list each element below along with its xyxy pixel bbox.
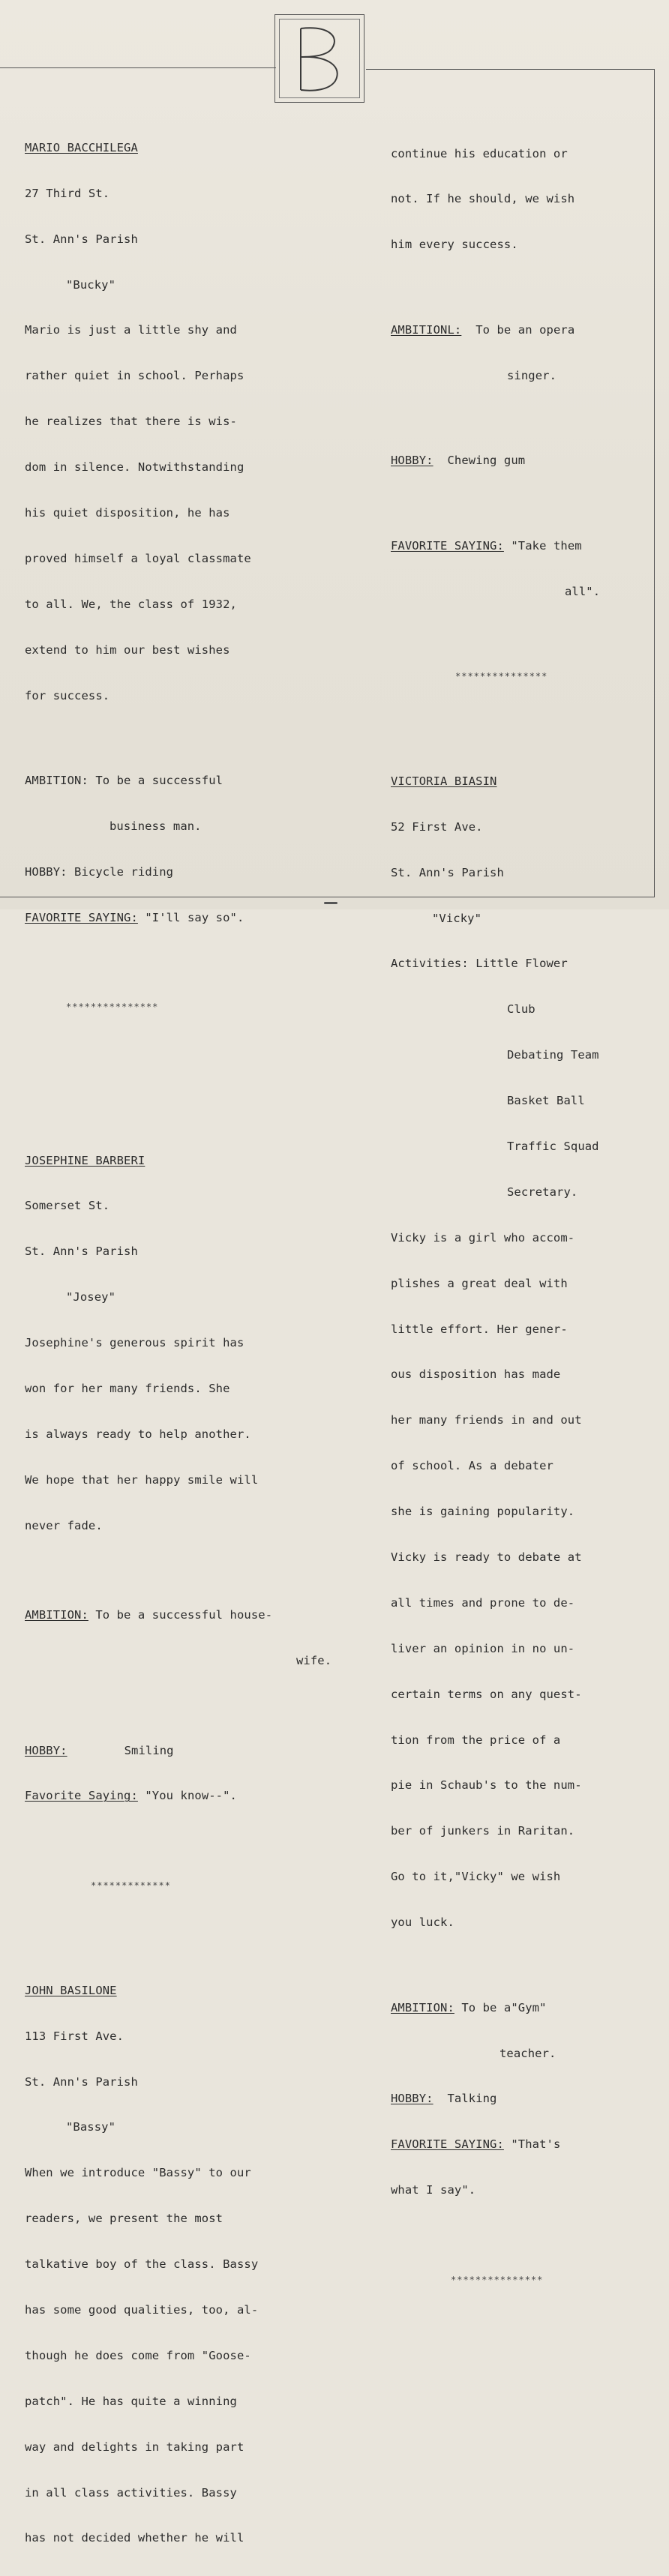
john-bio-line: way and delights in taking part xyxy=(25,2440,244,2454)
mario-bio-line: his quiet disposition, he has xyxy=(25,506,230,520)
josephine-bio-line: is always ready to help another. xyxy=(25,1427,251,1441)
mario-saying-label: FAVORITE SAYING: xyxy=(25,910,138,924)
victoria-activities-label: Activities: xyxy=(391,957,469,971)
josephine-hobby: Smiling xyxy=(124,1743,174,1757)
frame-right-rule xyxy=(654,69,655,897)
josephine-ambition-label: AMBITION: xyxy=(25,1608,88,1622)
josephine-saying: "You know--". xyxy=(145,1789,237,1803)
john-bio-line: has some good qualities, too, al- xyxy=(25,2302,259,2317)
section-letter-drawing xyxy=(275,15,364,102)
separator-stars: ************* xyxy=(91,1880,171,1891)
victoria-bio-line: her many friends in and out xyxy=(391,1413,582,1427)
right-column xyxy=(391,115,650,2318)
john-bio-line: readers, we present the most xyxy=(25,2212,224,2226)
victoria-bio-line: Vicky is ready to debate at xyxy=(391,1550,582,1565)
left-column xyxy=(25,94,347,2576)
mario-bio-line: for success. xyxy=(25,688,110,702)
victoria-nickname: "Vicky" xyxy=(432,911,482,925)
victoria-activity: Basket Ball xyxy=(507,1094,585,1108)
josephine-hobby-label: HOBBY: xyxy=(25,1743,68,1757)
victoria-bio-line: plishes a great deal with xyxy=(391,1276,568,1290)
frame-top-rule-left xyxy=(0,67,276,68)
mario-parish: St. Ann's Parish xyxy=(25,232,138,246)
victoria-bio-line: she is gaining popularity. xyxy=(391,1505,575,1519)
victoria-activity: Secretary. xyxy=(507,1185,578,1199)
victoria-hobby-label: HOBBY: xyxy=(391,2092,434,2106)
mario-bio-line: rather quiet in school. Perhaps xyxy=(25,369,244,383)
victoria-bio-line: of school. As a debater xyxy=(391,1459,554,1473)
victoria-address: 52 First Ave. xyxy=(391,819,483,834)
victoria-ambition-text: To be a"Gym" xyxy=(461,2000,547,2014)
victoria-bio-line: certain terms on any quest- xyxy=(391,1687,582,1701)
victoria-hobby: Talking xyxy=(447,2092,497,2106)
john-saying-label: FAVORITE SAYING: xyxy=(391,538,504,553)
josephine-parish: St. Ann's Parish xyxy=(25,1245,138,1259)
john-bio-line: has not decided whether he will xyxy=(25,2531,244,2545)
victoria-ambition-label: AMBITION: xyxy=(391,2000,454,2014)
victoria-bio-line: you luck. xyxy=(391,1916,454,1930)
john-bio-line: though he does come from "Goose- xyxy=(25,2348,251,2362)
mario-saying: "I'll say so". xyxy=(145,910,244,924)
mario-bio-line: extend to him our best wishes xyxy=(25,643,230,657)
victoria-bio-line: tion from the price of a xyxy=(391,1733,561,1747)
victoria-bio-line: ous disposition has made xyxy=(391,1367,561,1382)
mario-bio-line: proved himself a loyal classmate xyxy=(25,551,251,565)
page-bottom-mark xyxy=(324,902,338,904)
mario-hobby: Bicycle riding xyxy=(74,864,174,879)
john-bio-line: When we introduce "Bassy" to our xyxy=(25,2166,251,2180)
josephine-bio-line: We hope that her happy smile will xyxy=(25,1472,259,1487)
mario-bio-line: Mario is just a little shy and xyxy=(25,323,237,337)
john-bio-line: in all class activities. Bassy xyxy=(25,2485,237,2500)
josephine-address: Somerset St. xyxy=(25,1199,110,1213)
john-parish: St. Ann's Parish xyxy=(25,2074,138,2089)
john-bio-continued-line: him every success. xyxy=(391,238,518,252)
john-bio-line: talkative boy of the class. Bassy xyxy=(25,2257,259,2272)
victoria-bio-line: ber of junkers in Raritan. xyxy=(391,1824,575,1838)
josephine-saying-label: Favorite Saying: xyxy=(25,1789,138,1803)
josephine-bio-line: never fade. xyxy=(25,1518,103,1532)
victoria-activity: Traffic Squad xyxy=(507,1140,599,1153)
student-name-mario: MARIO BACCHILEGA xyxy=(25,140,138,154)
josephine-bio-line: Josephine's generous spirit has xyxy=(25,1336,244,1350)
john-bio-continued-line: not. If he should, we wish xyxy=(391,192,575,206)
victoria-saying-label: FAVORITE SAYING: xyxy=(391,2137,504,2152)
mario-nickname: "Bucky" xyxy=(66,277,116,292)
john-hobby: Chewing gum xyxy=(447,454,526,468)
mario-bio-line: he realizes that there is wis- xyxy=(25,415,237,429)
john-saying: "Take them xyxy=(511,538,582,553)
john-bio-line: patch". He has quite a winning xyxy=(25,2394,237,2408)
john-bio-continued-line: continue his education or xyxy=(391,146,568,160)
john-address: 113 First Ave. xyxy=(25,2029,124,2043)
mario-ambition-text: To be a successful xyxy=(95,774,224,788)
victoria-saying-cont: what I say". xyxy=(391,2183,476,2197)
john-nickname: "Bassy" xyxy=(66,2120,116,2134)
student-name-john: JOHN BASILONE xyxy=(25,1983,117,1997)
victoria-ambition-cont: teacher. xyxy=(500,2046,556,2060)
john-ambition-cont: singer. xyxy=(507,368,557,382)
victoria-bio-line: liver an opinion in no un- xyxy=(391,1641,575,1655)
victoria-parish: St. Ann's Parish xyxy=(391,865,504,879)
victoria-bio-line: pie in Schaub's to the num- xyxy=(391,1778,582,1793)
frame-top-rule-right xyxy=(366,69,654,70)
john-saying-cont: all". xyxy=(565,584,601,598)
mario-bio-line: dom in silence. Notwithstanding xyxy=(25,460,244,475)
student-name-victoria: VICTORIA BIASIN xyxy=(391,774,497,788)
john-ambition-text: To be an opera xyxy=(476,322,575,337)
victoria-bio-line: little effort. Her gener- xyxy=(391,1322,568,1336)
josephine-nickname: "Josey" xyxy=(66,1290,116,1304)
separator-stars: *************** xyxy=(451,2274,544,2285)
victoria-activity: Club xyxy=(507,1002,536,1017)
josephine-bio-line: won for her many friends. She xyxy=(25,1382,230,1396)
separator-stars: *************** xyxy=(66,1002,159,1013)
mario-ambition-label: AMBITION: xyxy=(25,774,88,788)
separator-stars: *************** xyxy=(455,671,548,682)
mario-address: 27 Third St. xyxy=(25,186,110,200)
victoria-bio-line: Go to it,"Vicky" we wish xyxy=(391,1870,561,1884)
victoria-activity: Little Flower xyxy=(476,957,568,971)
john-ambition-label: AMBITIONL: xyxy=(391,322,462,337)
victoria-bio-line: all times and prone to de- xyxy=(391,1595,575,1610)
mario-hobby-label: HOBBY: xyxy=(25,864,68,879)
john-hobby-label: HOBBY: xyxy=(391,454,434,468)
section-letter-box xyxy=(274,14,364,103)
victoria-activity: Debating Team xyxy=(507,1048,599,1062)
victoria-bio-line: Vicky is a girl who accom- xyxy=(391,1230,575,1245)
mario-bio-line: to all. We, the class of 1932, xyxy=(25,597,237,611)
student-name-josephine: JOSEPHINE BARBERI xyxy=(25,1153,146,1167)
mario-ambition-cont: business man. xyxy=(110,819,202,833)
victoria-saying: "That's xyxy=(511,2137,561,2152)
josephine-ambition-cont: wife. xyxy=(296,1654,332,1668)
josephine-ambition-text: To be a successful house- xyxy=(95,1608,273,1622)
